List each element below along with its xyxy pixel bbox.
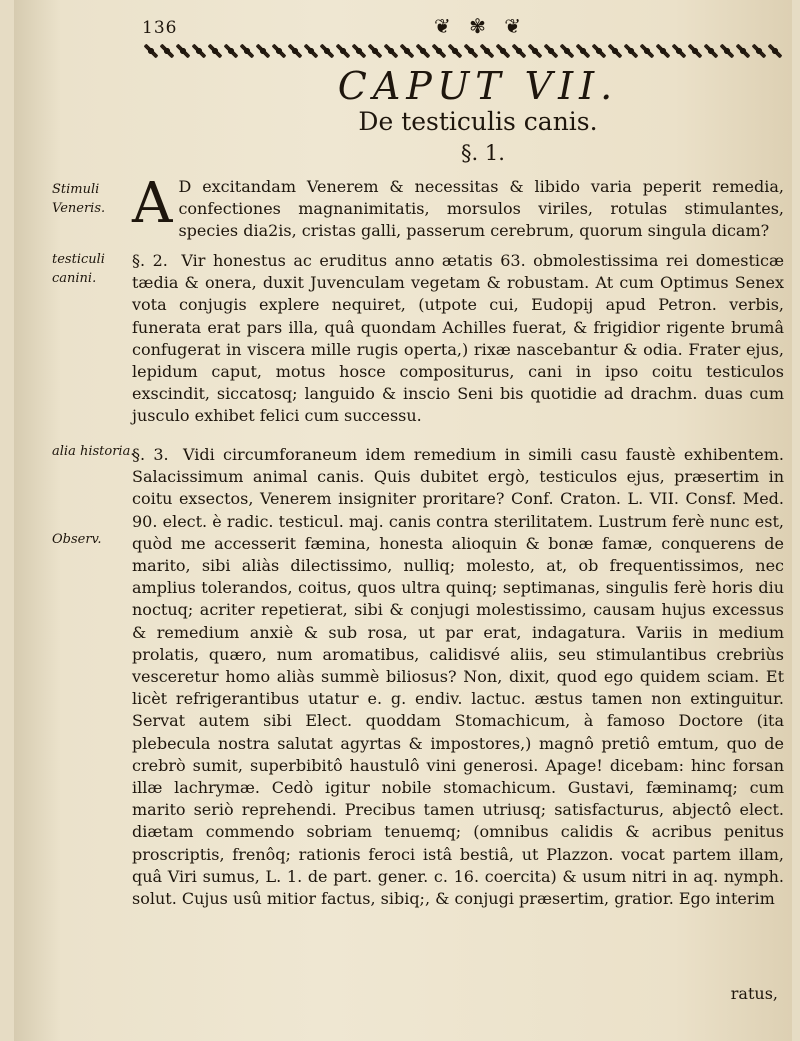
paragraph-text: D excitandam Venerem & necessitas & libido varia peperit remedia, confectiones magnanimitatis, morsulos viriles, rotulas stimulantes, species dia2is, cristas galli, passerum cerebrum, quorum singula dicam? [178, 177, 784, 241]
ornament-unit [160, 44, 174, 58]
ornament-unit [720, 44, 734, 58]
ornament-unit [576, 44, 590, 58]
section-mark: §. 1. [461, 141, 505, 165]
ornament-unit [272, 44, 286, 58]
ornament-unit [464, 44, 478, 58]
ornament-unit [240, 44, 254, 58]
ornament-unit [304, 44, 318, 58]
ornament-unit [400, 44, 414, 58]
ornament-unit [432, 44, 446, 58]
ornament-unit [224, 44, 238, 58]
ornament-unit [768, 44, 782, 58]
ornament-unit [208, 44, 222, 58]
chapter-subtitle: De testiculis canis. [358, 107, 598, 136]
chapter-title: CAPUT VII. [337, 64, 619, 108]
section-label: §. 3. [132, 445, 169, 464]
paragraph-1 [132, 171, 784, 243]
paragraph-text: Vidi circumforaneum idem remedium in simili casu faustè exhibentem. Salacissimum animal canis. Quis dubitet ergò, testiculos ejus, præsertim in coitu exsectos, Venerem insigniter proritare? Conf. Craton. L. VII. Consf. Med. 90. elect. è radic. testicul. maj. canis contra sterilitatem. Lustrum ferè nunc est, quòd me accesserit fæmina, honesta alioquin & bonæ famæ, conquerens de marito, sibi aliàs dilectissimo, nulliq; molesto, at, ob frequentissimos, nec amplius tolerandos, coitus, quos ultra quinq; septimanas, singulis ferè horis diu noctuq; acriter repetierat, sibi & conjugi molestissimo, causam hujus excessus & remedium anxiè & sub rosa, ut par erat, indagatura. Variis in medium prolatis, quæro, num aromatibus, calidisvé aliis, seu stimulantibus crebriùs vesceretur homo aliàs summè biliosus? Non, dixit, quod ego quidem sciam. Et licèt refrigerantibus utatur e. g. endiv. lactuc. æstus tamen non extinguitur. Servat autem sibi Elect. quoddam Stomachicum, à famoso Doctore (ita plebecula nostra salutat agyrtas & impostores,) magnô pretiô emtum, quo de crebrò sumit, superbibitô haustulô vini generosi. Apage! dicebam: hinc forsan illæ lachrymæ. Cedò igitur nobile stomachicum. Gustavi, fæminamq; cum marito seriò reprehendi. Precibus tamen utriusq; satisfacturus, abjectô elect. diætam commendo sobriam tenuemq; (omnibus calidis & acribus penitus proscriptis, frenôq; rationis feroci istâ bestiâ, ut Plazzon. vocat partem illam, quâ Viri sumus, L. 1. de part. gener. c. 16. coercita) & usum nitri in aq. nymph. solut. Cujus usû mitior factus, sibiq;, & conjugi præsertim, gratior. Ego interim [132, 445, 784, 909]
ornament-unit [496, 44, 510, 58]
ornament-unit [592, 44, 606, 58]
ornament-unit [288, 44, 302, 58]
ornament-unit [352, 44, 366, 58]
paragraph-2 [132, 250, 784, 428]
ornament-unit [528, 44, 542, 58]
ornament-unit [640, 44, 654, 58]
drop-cap: A [132, 171, 173, 236]
paragraph-text: Vir honestus ac eruditus anno ætatis 63. obmolestissima rei domesticæ tædia & onera, duxit Juvenculam vegetam & robustam. At cum Optimus Senex vota conjugis explere nequiret, (utpote cui, Eudopij apud Petron. verbis, funerata erat pars illa, quâ quondam Achilles fuerat, & frigidior rigente brumâ confugerat in viscera mille rugis operta,) rixæ nascebantur & odia. Frater ejus, lepidum caput, motus hosce compositurus, cani in ipso coitu testiculos exscindit, siccatosq; languido & inscio Seni bis quotidie ad drachm. duas cum jusculo exhibet felici cum successu. [132, 251, 784, 426]
paragraph-3 [132, 444, 784, 910]
ornament-unit [368, 44, 382, 58]
section-label: §. 2. [132, 251, 168, 270]
ornament-unit [624, 44, 638, 58]
book-page [14, 0, 792, 1041]
margin-note-historia: alia historia. [52, 444, 135, 459]
ornament-unit [384, 44, 398, 58]
ornament-unit [192, 44, 206, 58]
ornament-unit [320, 44, 334, 58]
ornament-unit [656, 44, 670, 58]
ornament-unit [608, 44, 622, 58]
ornament-unit [544, 44, 558, 58]
ornament-top: ❦ ✾ ❦ [434, 14, 527, 38]
ornament-unit [480, 44, 494, 58]
ornament-unit [144, 44, 158, 58]
ornament-unit [560, 44, 574, 58]
ornament-unit [512, 44, 526, 58]
ornament-unit [176, 44, 190, 58]
ornament-unit [448, 44, 462, 58]
ornamental-band [144, 44, 792, 60]
ornament-unit [256, 44, 270, 58]
margin-note-stimuli: Stimuli Veneris. [52, 182, 106, 216]
margin-note-testiculi: testiculi canini. [52, 252, 105, 286]
margin-note-observ: Observ. [52, 532, 102, 547]
page-number: 136 [142, 18, 178, 38]
ornament-unit [752, 44, 766, 58]
ornament-unit [336, 44, 350, 58]
catchword: ratus, [730, 984, 778, 1003]
ornament-unit [416, 44, 430, 58]
ornament-unit [688, 44, 702, 58]
ornament-unit [736, 44, 750, 58]
ornament-unit [672, 44, 686, 58]
ornament-unit [704, 44, 718, 58]
